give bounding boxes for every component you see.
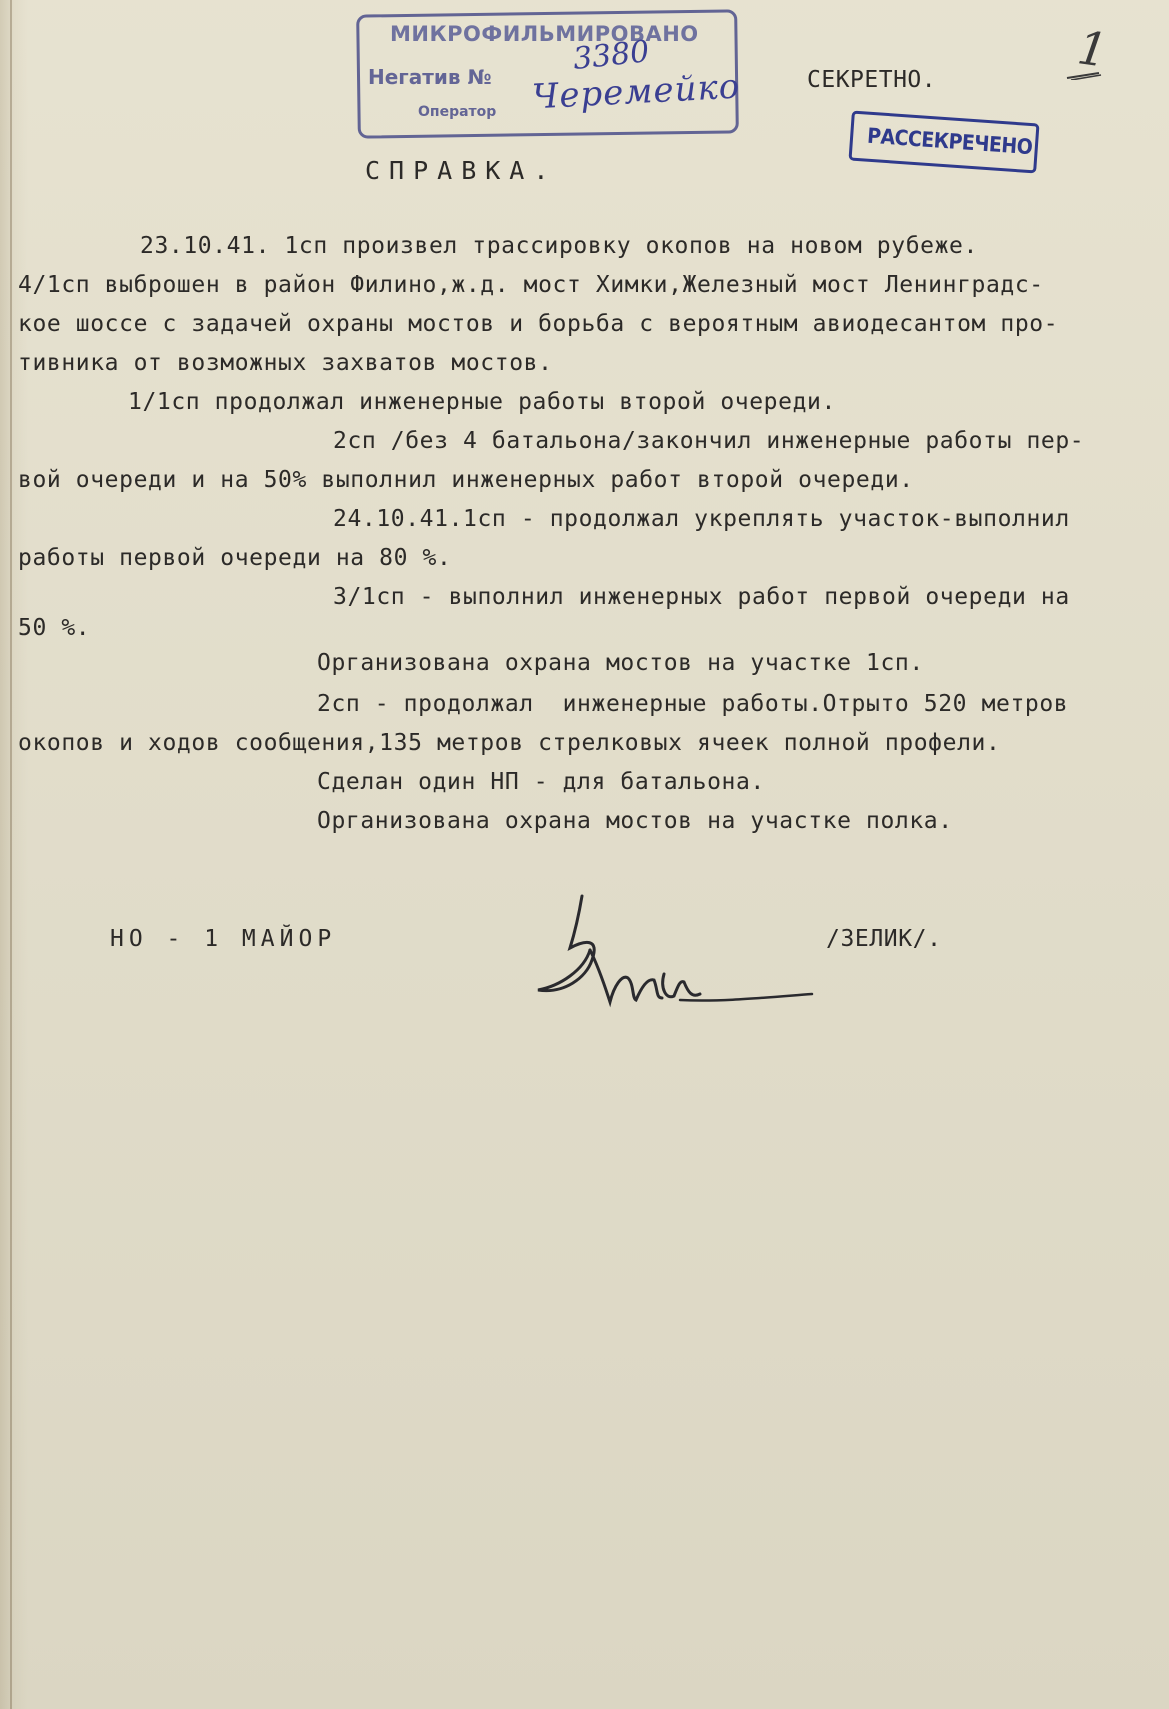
body-line: Организована охрана мостов на участке 1сп. <box>317 650 924 676</box>
body-line: 2сп /без 4 батальона/закончил инженерные работы пер- <box>333 428 1085 454</box>
body-line: работы первой очереди на 80 %. <box>18 545 452 571</box>
body-line: 2сп - продолжал инженерные работы.Отрыто 520 метров <box>317 691 1069 717</box>
page-number: 1 <box>1074 20 1111 78</box>
body-line: 24.10.41.1сп - продолжал укреплять участок-выполнил <box>333 506 1070 532</box>
declassified-stamp <box>848 111 1039 174</box>
classification-label: СЕКРЕТНО. <box>807 67 937 93</box>
body-line: кое шоссе с задачей охраны мостов и борьба с вероятным авиодесантом про- <box>18 311 1059 337</box>
handwritten-signature <box>530 890 820 1020</box>
body-line: 1/1сп продолжал инженерные работы второй очереди. <box>128 389 836 415</box>
signatory-name: /ЗЕЛИК/. <box>826 926 942 952</box>
body-line: 23.10.41. 1сп произвел трассировку окопов на новом рубеже. <box>140 233 978 259</box>
microfilm-stamp-header: МИКРОФИЛЬМИРОВАНО <box>390 22 699 46</box>
document-title: СПРАВКА. <box>365 156 558 185</box>
microfilm-operator-label: Оператор <box>418 104 497 120</box>
body-line: 50 %. <box>18 615 91 641</box>
body-line: окопов и ходов сообщения,135 метров стрелковых ячеек полной профели. <box>18 730 1001 756</box>
signatory-position: НО - 1 МАЙОР <box>110 926 337 952</box>
microfilm-operator-name: Черемейко <box>531 66 742 118</box>
declassified-stamp-text: РАССЕКРЕЧЕНО <box>866 123 1034 160</box>
microfilm-negative-number: 3380 <box>571 34 651 77</box>
body-line: Организована охрана мостов на участке полка. <box>317 808 953 834</box>
body-line: тивника от возможных захватов мостов. <box>18 350 553 376</box>
page-number-underline <box>1065 72 1103 80</box>
binding-edge <box>10 0 12 1709</box>
body-line: вой очереди и на 50% выполнил инженерных работ второй очереди. <box>18 467 914 493</box>
body-line: 4/1сп выброшен в район Филино,ж.д. мост Химки,Железный мост Ленинградс- <box>18 272 1044 298</box>
body-line: 3/1сп - выполнил инженерных работ первой очереди на <box>333 584 1070 610</box>
body-line: Сделан один НП - для батальона. <box>317 769 765 795</box>
microfilm-negative-label: Негатив № <box>368 65 492 89</box>
